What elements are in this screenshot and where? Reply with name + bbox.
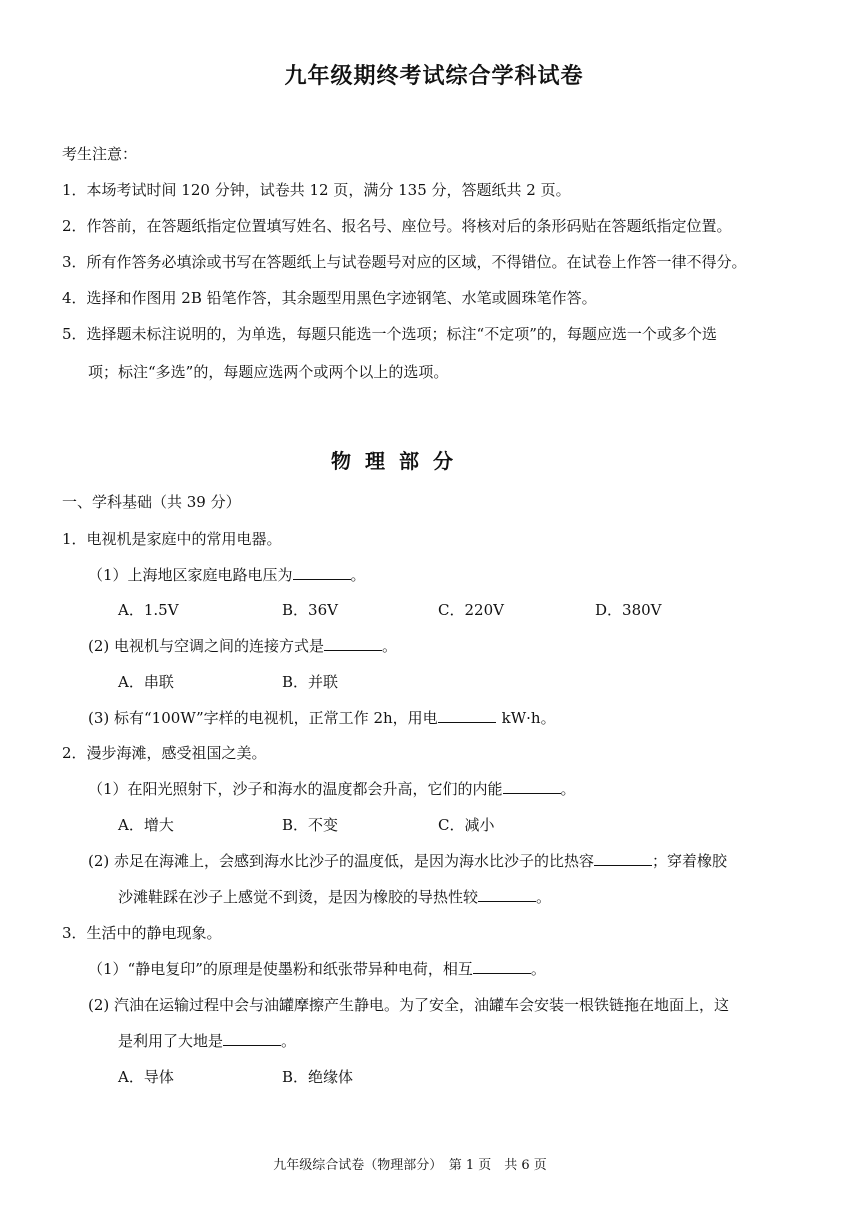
answer-blank: [503, 779, 561, 794]
answer-blank: [438, 708, 496, 723]
answer-blank: [473, 959, 531, 974]
question-1-3: [88, 708, 556, 728]
answer-blank: [223, 1031, 281, 1046]
question-1-2-end: 。: [382, 637, 398, 655]
question-2-1-end: 。: [560, 780, 576, 798]
question-2-2-mid: ；穿着橡胶: [652, 852, 728, 870]
page-footer: 九年级综合试卷（物理部分） 第 1 页 共 6 页: [273, 1158, 547, 1173]
question-1-2: [88, 636, 397, 656]
question-3-1-end: 。: [530, 960, 546, 978]
section-title: 物理部分: [331, 449, 467, 473]
option: A．增大: [118, 816, 174, 834]
question-1-1: [88, 565, 366, 585]
notice-item-4: 4．选择和作图用 2B 铅笔作答，其余题型用黑色字迹钢笔、水笔或圆珠笔作答。: [62, 289, 597, 307]
exam-title: 九年级期终考试综合学科试卷: [284, 63, 584, 89]
option: C．减小: [438, 816, 495, 834]
question-1-3-end: kW·h。: [501, 709, 556, 727]
question-2-2-text: (2) 赤足在海滩上，会感到海水比沙子的温度低，是因为海水比沙子的比热容: [88, 852, 595, 870]
question-3-2-cont-text: 是利用了大地是: [118, 1032, 224, 1050]
option: A．导体: [118, 1068, 174, 1086]
question-2-stem: 2．漫步海滩，感受祖国之美。: [62, 744, 267, 762]
question-2-1: [88, 779, 576, 799]
question-1-3-text: (3) 标有“100W”字样的电视机，正常工作 2h，用电: [88, 709, 438, 727]
option: B．并联: [282, 673, 339, 691]
question-3-2-end: 。: [281, 1032, 297, 1050]
question-3-stem: 3．生活中的静电现象。: [62, 924, 222, 942]
option: A．串联: [118, 673, 174, 691]
question-3-1-text: （1）“静电复印”的原理是使墨粉和纸张带异种电荷，相互: [88, 960, 473, 978]
question-2-2-cont: [118, 887, 551, 907]
option: B．不变: [282, 816, 339, 834]
question-2-2-cont-text: 沙滩鞋踩在沙子上感觉不到烫，是因为橡胶的导热性较: [118, 888, 479, 906]
option: B．绝缘体: [282, 1068, 354, 1086]
question-1-2-text: (2) 电视机与空调之间的连接方式是: [88, 637, 325, 655]
question-2-2-end: 。: [536, 888, 552, 906]
notice-item-5: 5．选择题未标注说明的，为单选，每题只能选一个选项；标注“不定项”的，每题应选一个或多个选: [62, 325, 717, 343]
question-1-1-end: 。: [350, 566, 366, 584]
option: C．220V: [438, 601, 504, 619]
question-3-2-cont: [118, 1031, 296, 1051]
notice-item-3: 3．所有作答务必填涂或书写在答题纸上与试卷题号对应的区域，不得错位。在试卷上作答一律不得分。: [62, 253, 747, 271]
question-2-2: [88, 851, 727, 871]
notice-heading: 考生注意：: [62, 145, 138, 163]
notice-item-2: 2．作答前，在答题纸指定位置填写姓名、报名号、座位号。将核对后的条形码贴在答题纸指定位置。: [62, 217, 732, 235]
question-1-stem: 1．电视机是家庭中的常用电器。: [62, 530, 282, 548]
question-1-1-text: （1）上海地区家庭电路电压为: [88, 566, 293, 584]
option: A．1.5V: [118, 601, 179, 619]
option: B．36V: [282, 601, 338, 619]
question-3-2: (2) 汽油在运输过程中会与油罐摩擦产生静电。为了安全，油罐车会安装一根铁链拖在地面上，这: [88, 996, 730, 1014]
answer-blank: [478, 887, 536, 902]
answer-blank: [293, 565, 351, 580]
notice-item-5-cont: 项；标注“多选”的，每题应选两个或两个以上的选项。: [88, 363, 449, 381]
answer-blank: [324, 636, 382, 651]
part-heading: 一、学科基础（共 39 分）: [62, 493, 241, 511]
question-3-1: [88, 959, 546, 979]
option: D．380V: [595, 601, 662, 619]
answer-blank: [594, 851, 652, 866]
question-2-1-text: （1）在阳光照射下，沙子和海水的温度都会升高，它们的内能: [88, 780, 503, 798]
notice-item-1: 1．本场考试时间 120 分钟，试卷共 12 页，满分 135 分，答题纸共 2 页。: [62, 181, 571, 199]
